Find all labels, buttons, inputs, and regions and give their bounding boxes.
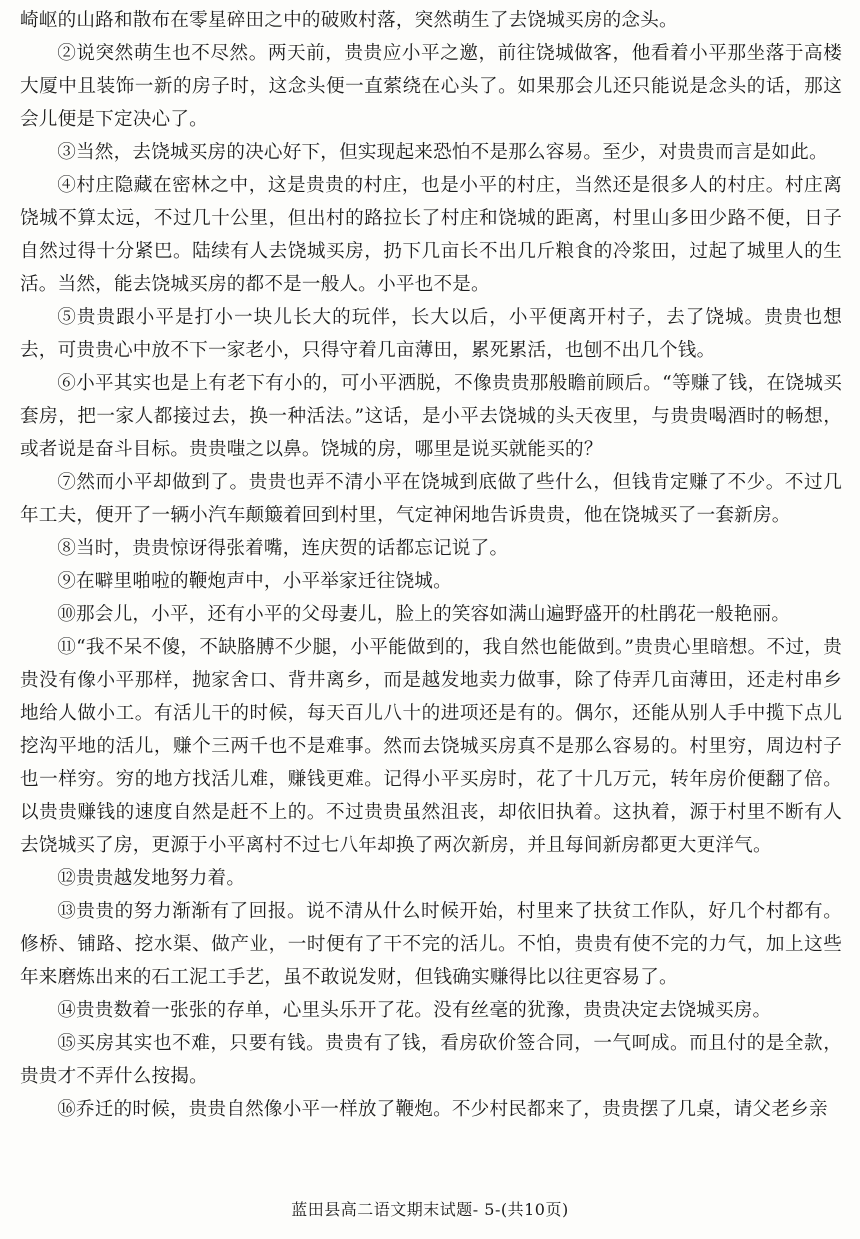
paragraph-5: ⑤贵贵跟小平是打小一块儿长大的玩伴，长大以后，小平便离开村子，去了饶城。贵贵也想去，可贵贵心中放不下一家老小，只得守着几亩薄田，累死累活，也刨不出几个钱。 [20,307,842,361]
paragraph-16: ⑯乔迁的时候，贵贵自然像小平一样放了鞭炮。不少村民都来了，贵贵摆了几桌，请父老乡亲 [57,1099,828,1120]
paragraph-3: ③当然，去饶城买房的决心好下，但实现起来恐怕不是那么容易。至少，对贵贵而言是如此。 [57,142,828,163]
document-body [20,4,842,1126]
paragraph-8: ⑧当时，贵贵惊讶得张着嘴，连庆贺的话都忘记说了。 [57,538,509,559]
paragraph-15: ⑮买房其实也不难，只要有钱。贵贵有了钱，看房砍价签合同，一气呵成。而且付的是全款，贵贵才不弄什么按揭。 [20,1033,842,1087]
page-footer: 蓝田县高二语文期末试题- 5-(共10页) [291,1200,569,1219]
paragraph-2: ②说突然萌生也不尽然。两天前，贵贵应小平之邀，前往饶城做客，他看着小平那坐落于高楼大厦中且装饰一新的房子时，这念头便一直萦绕在心头了。如果那会儿还只能说是念头的话，那这会儿便是下定决心了。 [20,43,842,130]
paragraph-continuation: 崎岖的山路和散布在零星碎田之中的破败村落，突然萌生了去饶城买房的念头。 [20,10,678,31]
paragraph-7: ⑦然而小平却做到了。贵贵也弄不清小平在饶城到底做了些什么，但钱肯定赚了不少。不过几年工夫，便开了一辆小汽车颠簸着回到村里，气定神闲地告诉贵贵，他在饶城买了一套新房。 [20,472,842,526]
paragraph-12: ⑫贵贵越发地努力着。 [57,868,246,889]
paragraph-10: ⑩那会儿，小平，还有小平的父母妻儿，脸上的笑容如满山遍野盛开的杜鹃花一般艳丽。 [57,604,791,625]
paragraph-11: ⑪“我不呆不傻，不缺胳膊不少腿，小平能做到的，我自然也能做到。”贵贵心里暗想。不过，贵贵没有像小平那样，抛家舍口、背井离乡，而是越发地卖力做事，除了侍弄几亩薄田，还走村串乡地给人做小工。有活儿干的时候，每天百儿八十的进项还是有的。偶尔，还能从别人手中揽下点儿挖沟平地的活儿，赚个三两千也不是难事。然而去饶城买房真不是那么容易的。村里穷，周边村子也一样穷。穷的地方找活儿难，赚钱更难。记得小平买房时，花了十几万元，转年房价便翻了倍。以贵贵赚钱的速度自然是赶不上的。不过贵贵虽然沮丧，却依旧执着。这执着，源于村里不断有人去饶城买了房，更源于小平离村不过七八年却换了两次新房，并且每间新房都更大更洋气。 [20,637,842,856]
paragraph-13: ⑬贵贵的努力渐渐有了回报。说不清从什么时候开始，村里来了扶贫工作队，好几个村都有。修桥、铺路、挖水渠、做产业，一时便有了干不完的活儿。不怕，贵贵有使不完的力气，加上这些年来磨炼出来的石工泥工手艺，虽不敢说发财，但钱确实赚得比以往更容易了。 [20,901,842,988]
paragraph-9: ⑨在噼里啪啦的鞭炮声中，小平举家迁往饶城。 [57,571,452,592]
paragraph-6: ⑥小平其实也是上有老下有小的，可小平洒脱，不像贵贵那般瞻前顾后。“等赚了钱，在饶城买套房，把一家人都接过去，换一种活法。”这话，是小平去饶城的头天夜里，与贵贵喝酒时的畅想，或者说是奋斗目标。贵贵嗤之以鼻。饶城的房，哪里是说买就能买的？ [20,373,842,460]
paragraph-14: ⑭贵贵数着一张张的存单，心里头乐开了花。没有丝毫的犹豫，贵贵决定去饶城买房。 [57,1000,772,1021]
paragraph-4: ④村庄隐藏在密林之中，这是贵贵的村庄，也是小平的村庄，当然还是很多人的村庄。村庄离饶城不算太远，不过几十公里，但出村的路拉长了村庄和饶城的距离，村里山多田少路不便，日子自然过得十分紧巴。陆续有人去饶城买房，扔下几亩长不出几斤粮食的冷浆田，过起了城里人的生活。当然，能去饶城买房的都不是一般人。小平也不是。 [20,175,842,295]
